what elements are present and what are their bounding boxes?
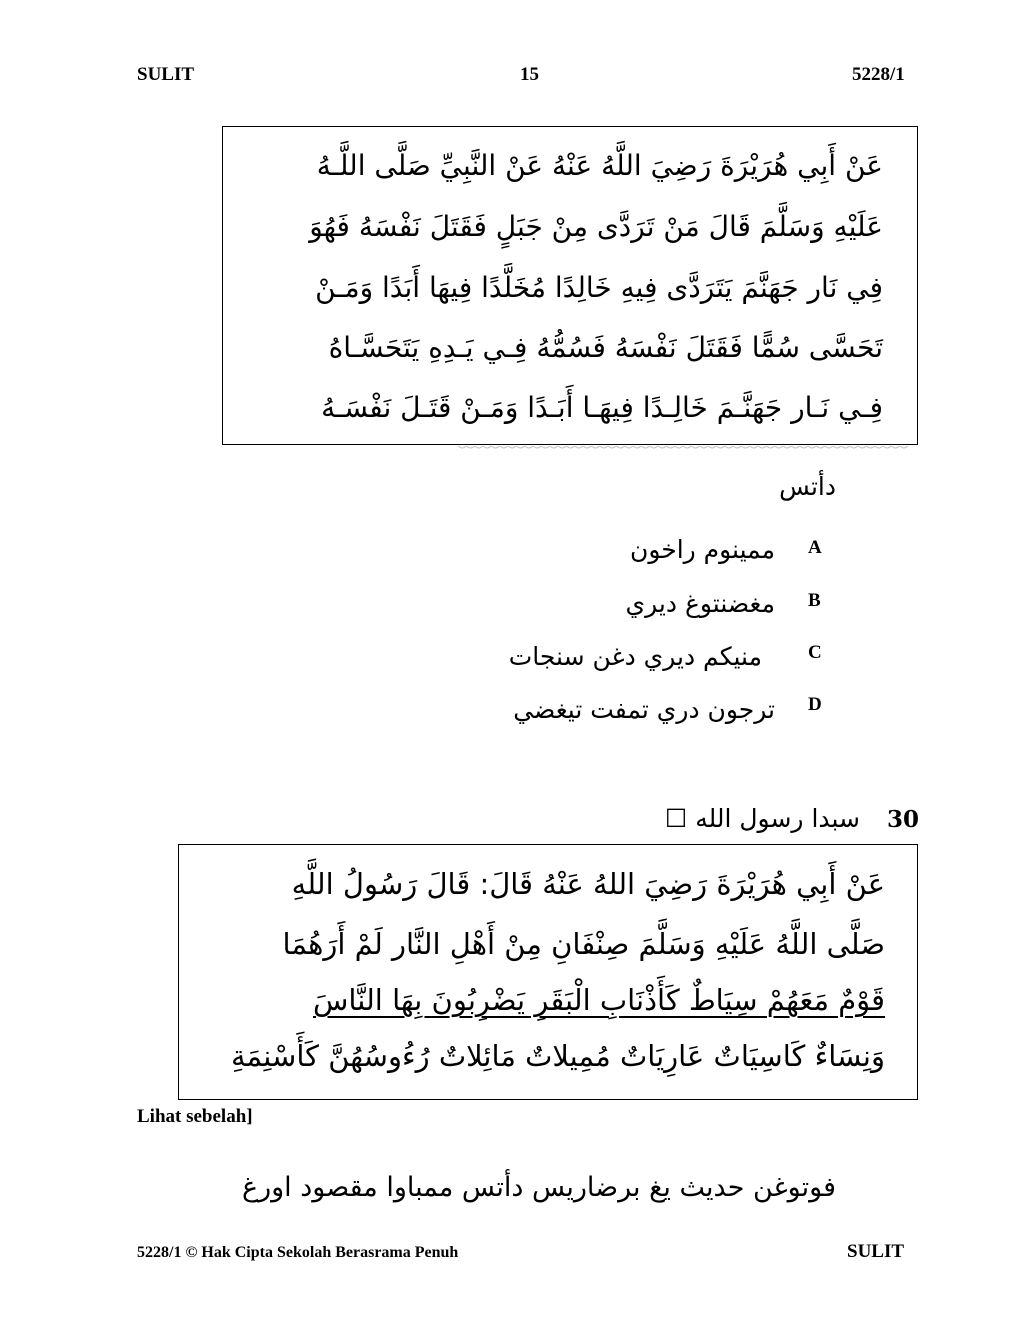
hadith-box-2 xyxy=(178,844,918,1100)
question-30-stem: سبدا رسول الله ☐ xyxy=(664,804,860,833)
option-b-letter: B xyxy=(808,590,821,611)
hadith-2-line: عَنْ أَبِي هُرَيْرَةَ رَضِيَ اللهُ عَنْهُ قَالَ: قَالَ رَسُولُ اللَّهِ xyxy=(291,867,885,901)
option-d-text[interactable]: ترجون دري تمفت تيغضي xyxy=(513,695,775,724)
hadith-1-line: عَلَيْهِ وَسَلَّمَ قَالَ مَنْ تَرَدَّى مِنْ جَبَلٍ فَقَتَلَ نَفْسَهُ فَهُوَ xyxy=(309,210,883,243)
footer-code: 5228/1 xyxy=(137,1244,182,1261)
hadith-box-1 xyxy=(222,126,918,445)
question-29-stem: دأتس xyxy=(779,472,836,501)
hadith-1-line: تَحَسَّى سُمًّا فَقَتَلَ نَفْسَهُ فَسُمُّهُ فِـي يَـدِهِ يَتَحَسَّـاهُ xyxy=(328,331,883,364)
option-b-text[interactable]: مغضنتوغ ديري xyxy=(625,589,775,618)
footer-right: SULIT xyxy=(847,1241,905,1262)
footer-copyright: © Hak Cipta Sekolah Berasrama Penuh xyxy=(185,1244,459,1261)
page-number: 15 xyxy=(520,64,539,85)
hadith-2-underlined-line: قَوْمٌ مَعَهُمْ سِيَاطٌ كَأَذْنَابِ الْبَقَرِ يَضْرِبُونَ بِهَا النَّاسَ xyxy=(312,983,885,1017)
hadith-2-line: صَلَّى اللَّهُ عَلَيْهِ وَسَلَّمَ صِنْفَانِ مِنْ أَهْلِ النَّار لَمْ أَرَهُمَا xyxy=(282,927,885,961)
option-c-text[interactable]: منيكم ديري دغن سنجات xyxy=(508,642,762,671)
option-a-text[interactable]: ممينوم راخون xyxy=(629,535,775,564)
option-c-letter: C xyxy=(808,642,822,663)
hadith-1-line: فِي نَار جَهَنَّمَ يَتَرَدَّى فِيهِ خَالِدًا مُخَلَّدًا فِيهَا أَبَدًا وَمَـنْ xyxy=(315,271,883,304)
turn-page-note: Lihat sebelah] xyxy=(137,1106,253,1127)
option-a-letter: A xyxy=(808,537,822,558)
header-right: 5228/1 xyxy=(852,64,905,85)
footer-left xyxy=(137,1244,458,1262)
hadith-2-line: وَنِسَاءٌ كَاسِيَاتٌ عَارِيَاتٌ مُمِيلاتٌ مَائِلاتٌ رُءُوسُهُنَّ كَأَسْنِمَةِ xyxy=(230,1039,885,1073)
question-30-number: 30 xyxy=(887,806,920,833)
question-30-text: فوتوغن حديث يغ برضاريس دأتس ممباوا مقصود اورغ xyxy=(241,1172,836,1203)
hadith-1-line: عَنْ أَبِي هُرَيْرَةَ رَضِيَ اللَّهُ عَنْهُ عَنْ النَّبِيِّ صَلَّى اللَّـهُ xyxy=(316,149,883,182)
option-d-letter: D xyxy=(808,694,822,715)
header-left: SULIT xyxy=(137,64,195,85)
hadith-1-line: فِـي نَـار جَهَنَّـمَ خَالِـدًا فِيهَـا أَبَـدًا وَمَـنْ قَتَـلَ نَفْسَـهُ xyxy=(321,391,883,424)
